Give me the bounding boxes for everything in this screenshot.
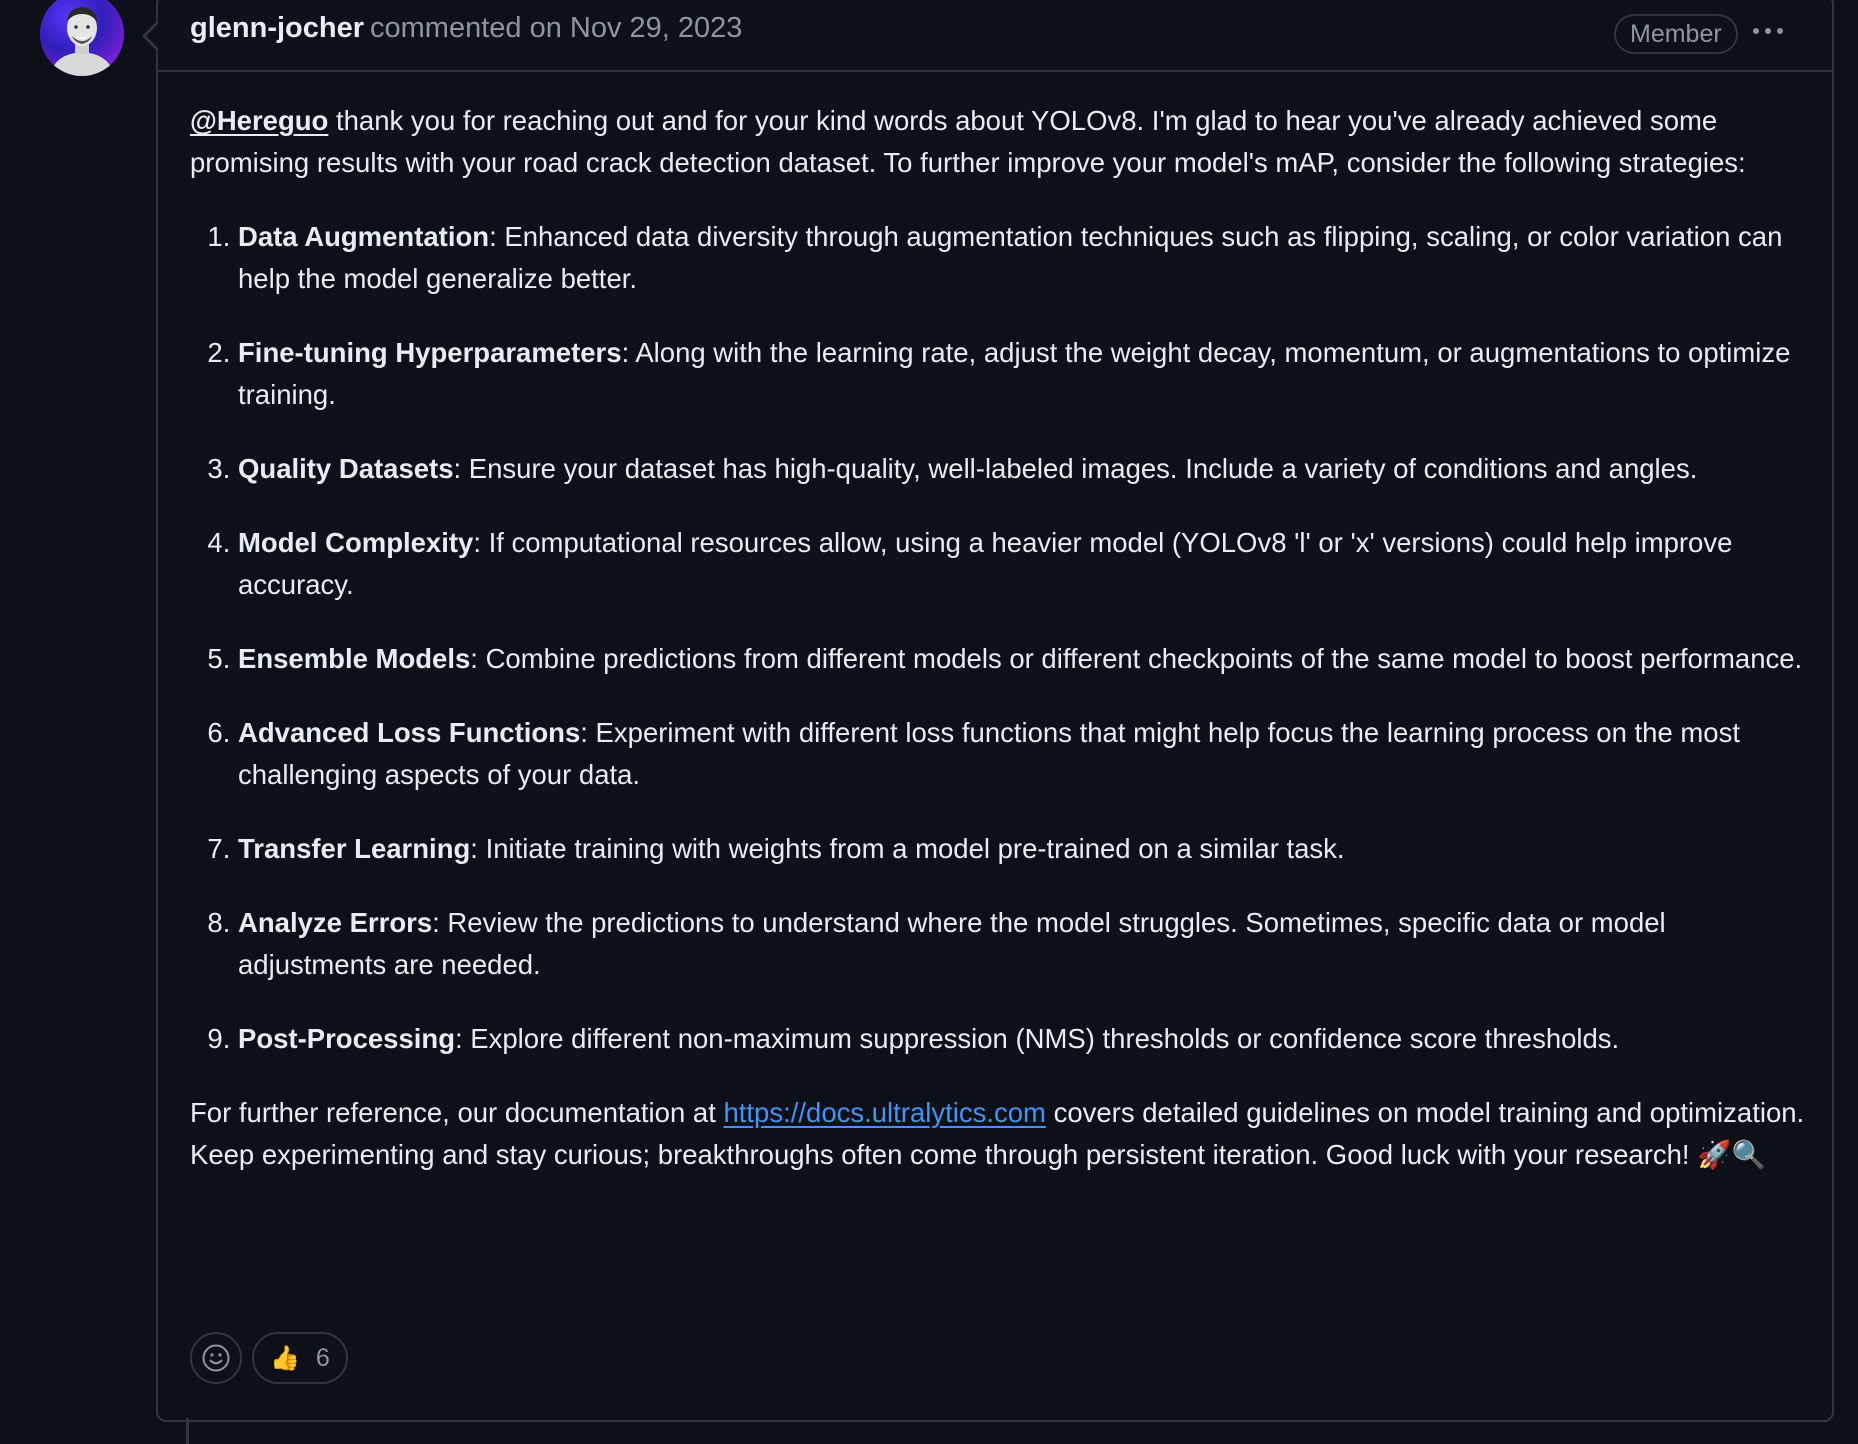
strategy-title: Data Augmentation (238, 221, 490, 252)
dot (1753, 28, 1759, 34)
list-item (238, 902, 1810, 986)
timeline-connector (186, 1418, 189, 1444)
list-item (238, 448, 1810, 490)
thumbs-up-reaction-button[interactable] (252, 1332, 348, 1384)
strategy-title: Transfer Learning (238, 833, 471, 864)
comment-card (156, 0, 1834, 1422)
author-link[interactable]: glenn-jocher (190, 12, 365, 44)
strategy-text: : Experiment with different loss functions that might help focus the learning process on the most challenging aspects of your data. (238, 717, 1740, 790)
author-avatar[interactable] (40, 0, 124, 76)
kebab-horizontal-icon[interactable] (1746, 16, 1790, 46)
member-badge: Member (1614, 14, 1738, 54)
reactions-bar (190, 1332, 348, 1384)
strategies-list (190, 216, 1810, 1060)
strategy-text: : Review the predictions to understand where the model struggles. Sometimes, specific data or model adjustments are needed. (238, 907, 1666, 980)
card-pointer-inner (146, 24, 158, 48)
strategy-text: : Initiate training with weights from a model pre-trained on a similar task. (470, 833, 1345, 864)
strategy-title: Ensemble Models (238, 643, 471, 674)
strategy-title: Fine-tuning Hyperparameters (238, 337, 622, 368)
reaction-count: 6 (315, 1343, 330, 1372)
list-item (238, 638, 1810, 680)
intro-paragraph (190, 100, 1810, 184)
add-reaction-button[interactable] (190, 1332, 242, 1384)
strategy-title: Advanced Loss Functions (238, 717, 581, 748)
dot (1765, 28, 1771, 34)
list-item (238, 1018, 1810, 1060)
list-item (238, 216, 1810, 300)
strategy-text: : Enhanced data diversity through augmentation techniques such as flipping, scaling, or color variation can help the model generalize better. (238, 221, 1783, 294)
comment-header (158, 0, 1832, 72)
list-item (238, 828, 1810, 870)
strategy-text: : Along with the learning rate, adjust the weight decay, momentum, or augmentations to optimize training. (238, 337, 1791, 410)
strategy-title: Quality Datasets (238, 453, 454, 484)
strategy-title: Analyze Errors (238, 907, 433, 938)
strategy-title: Model Complexity (238, 527, 474, 558)
strategy-title: Post-Processing (238, 1023, 456, 1054)
list-item (238, 712, 1810, 796)
rocket-magnifier-emoji: 🚀🔍 (1697, 1139, 1766, 1171)
docs-link[interactable]: https://docs.ultralytics.com (723, 1097, 1046, 1128)
list-item (238, 522, 1810, 606)
user-mention-link[interactable]: @Hereguo (190, 105, 329, 136)
outro-text-after: covers detailed guidelines on model training and optimization. Keep experimenting and stay curious; breakthroughs often come through persistent iteration. Good luck with your research! (190, 1097, 1805, 1170)
thumbs-up-icon: 👍 (270, 1344, 300, 1372)
intro-text: thank you for reaching out and for your kind words about YOLOv8. I'm glad to hear you've already achieved some promising results with your road crack detection dataset. To further improve your model's mAP, consider the following strategies: (190, 105, 1746, 178)
comment-body (190, 100, 1810, 1208)
dot (1777, 28, 1783, 34)
strategy-text: : Explore different non-maximum suppression (NMS) thresholds or confidence score thresholds. (455, 1023, 1620, 1054)
outro-paragraph (190, 1092, 1810, 1176)
avatar-portrait-icon (40, 0, 124, 76)
strategy-text: : If computational resources allow, using a heavier model (YOLOv8 'l' or 'x' versions) could help improve accuracy. (238, 527, 1733, 600)
smiley-icon (201, 1343, 231, 1373)
comment-timestamp[interactable]: commented on Nov 29, 2023 (370, 12, 743, 44)
outro-text-before: For further reference, our documentation at (190, 1097, 724, 1128)
strategy-text: : Combine predictions from different models or different checkpoints of the same model to boost performance. (470, 643, 1803, 674)
strategy-text: : Ensure your dataset has high-quality, well-labeled images. Include a variety of conditions and angles. (453, 453, 1698, 484)
list-item (238, 332, 1810, 416)
